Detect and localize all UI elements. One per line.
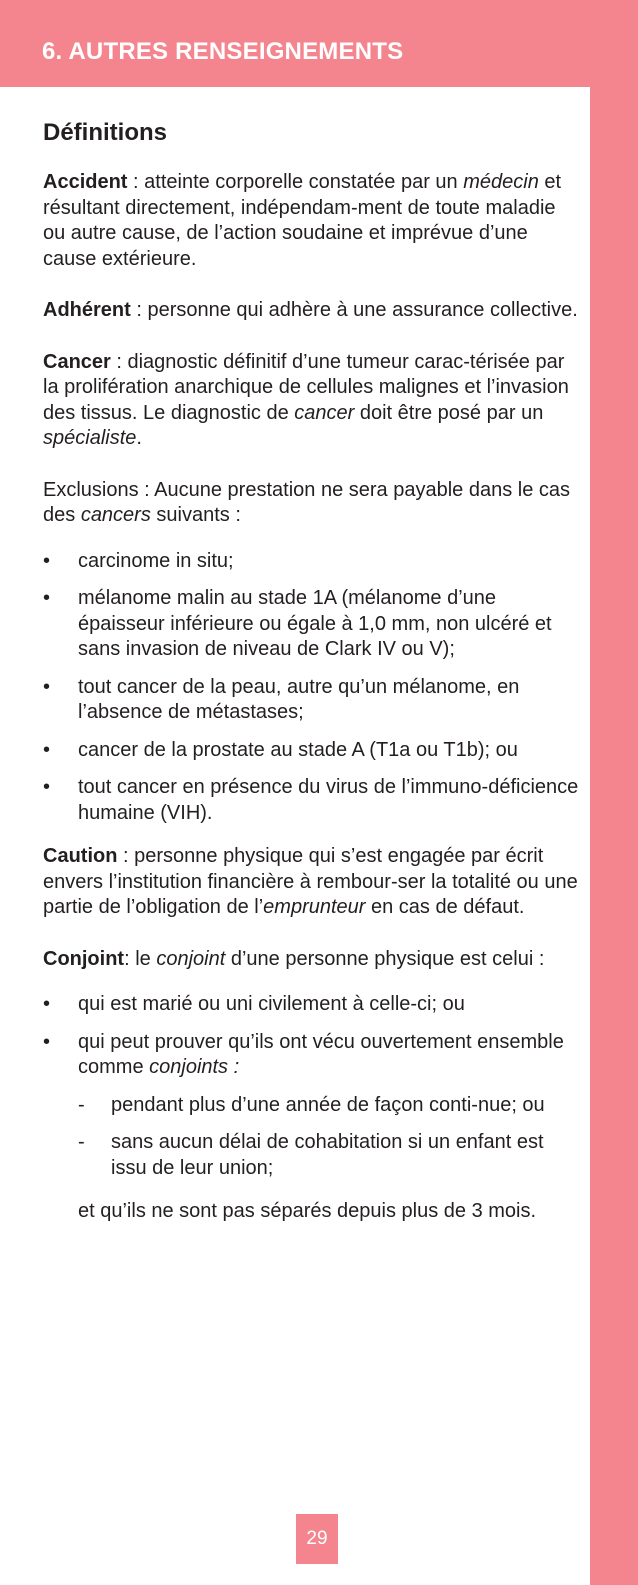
term-adherent: Adhérent xyxy=(43,299,131,321)
list-item: • carcinome in situ; xyxy=(43,549,583,575)
definition-adherent: Adhérent : personne qui adhère à une assurance collective. xyxy=(43,299,578,321)
section-title: 6. AUTRES RENSEIGNEMENTS xyxy=(42,38,404,65)
exclusions-list xyxy=(43,549,583,827)
conjoint-sublist xyxy=(78,1093,583,1182)
list-item: • tout cancer de la peau, autre qu’un mélanome, en l’absence de métastases; xyxy=(43,675,583,726)
definition-accident: Accident : atteinte corporelle constatée par un médecin et résultant directement, indépendam-ment de toute maladie ou autre cause, de l’action soudaine et imprévue d’une cause extérieure. xyxy=(43,171,562,270)
definitions-heading: Définitions xyxy=(43,119,167,146)
term-accident: Accident xyxy=(43,171,128,193)
list-item: • mélanome malin au stade 1A (mélanome d’une épaisseur inférieure ou égale à 1,0 mm, non ulcéré et sans invasion de niveau de Clark IV ou V); xyxy=(43,586,583,663)
right-margin-band xyxy=(590,87,638,1585)
conjoint-note: et qu’ils ne sont pas séparés depuis plus de 3 mois. xyxy=(78,1200,537,1222)
header-band xyxy=(0,0,638,87)
sub-list-item: - pendant plus d’une année de façon conti-nue; ou xyxy=(78,1093,583,1119)
sub-list-item: - sans aucun délai de cohabitation si un enfant est issu de leur union; xyxy=(78,1130,583,1181)
term-conjoint: Conjoint xyxy=(43,947,125,970)
term-cancer: Cancer xyxy=(43,350,111,373)
list-item: • qui peut prouver qu’ils ont vécu ouvertement ensemble comme conjoints : - pendant plus d’une année de façon conti-nue; ou - sans aucun délai de cohabitation si un enfant est issu de leur union; xyxy=(43,1030,583,1182)
definition-conjoint: Conjoint: le conjoint d’une personne physique est celui : xyxy=(43,947,545,970)
term-caution: Caution xyxy=(43,845,118,867)
definition-caution: Caution : personne physique qui s’est engagée par écrit envers l’institution financière à rembour-ser la totalité ou une partie de l’obligation de l’emprunteur en cas de défaut. xyxy=(43,845,578,918)
list-item: • tout cancer en présence du virus de l’immuno-déficience humaine (VIH). xyxy=(43,775,583,826)
conjoint-list xyxy=(43,992,583,1181)
page-number: 29 xyxy=(296,1514,338,1564)
exclusions-intro: Exclusions : Aucune prestation ne sera payable dans le cas des cancers suivants : xyxy=(43,478,570,526)
list-item: • qui est marié ou uni civilement à celle-ci; ou xyxy=(43,992,583,1018)
definition-cancer: Cancer : diagnostic définitif d’une tumeur carac-térisée par la prolifération anarchique de cellules malignes et l’invasion des tissus. Le diagnostic de cancer doit être posé par un spécialiste. xyxy=(43,350,569,449)
definitions-content xyxy=(43,118,583,1251)
list-item: • cancer de la prostate au stade A (T1a ou T1b); ou xyxy=(43,738,583,764)
